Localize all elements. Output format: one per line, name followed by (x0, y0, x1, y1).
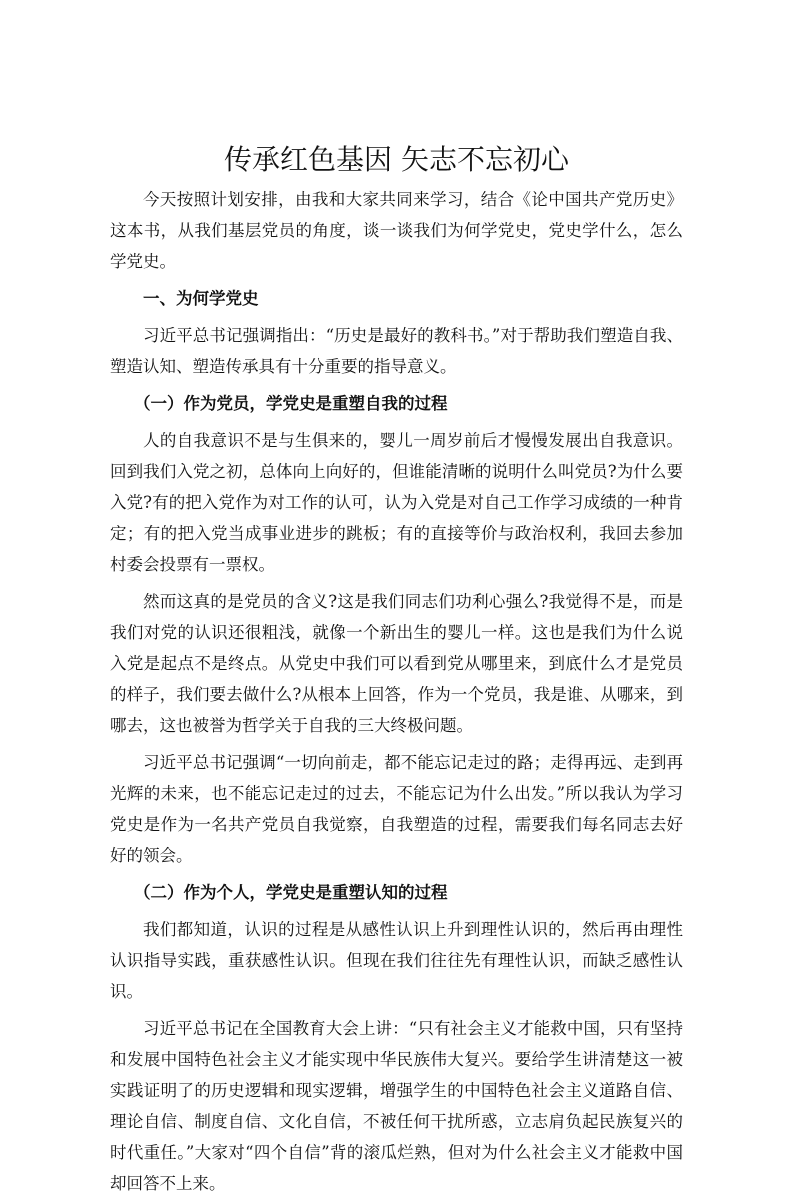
sub2-paragraph-1: 我们都知道，认识的过程是从感性认识上升到理性认识的，然后再由理性认识指导实践，重获感性认识。但现在我们往往先有理性认识，而缺乏感性认识。 (110, 920, 683, 1001)
sub2-paragraph-2: 习近平总书记在全国教育大会上讲：“只有社会主义才能救中国，只有坚持和发展中国特色社会主义才能实现中华民族伟大复兴。要给学生讲清楚这一被实践证明了的历史逻辑和现实逻辑，增强学生的中国特色社会主义道路自信、理论自信、制度自信、文化自信，不被任何干扰所惑，立志肩负起民族复兴的时代重任。”大家对“四个自信”背的滚瓜烂熟，但对为什么社会主义才能救中国却回答不上来。 (110, 1019, 683, 1193)
sub1-paragraph-1: 人的自我意识不是与生俱来的，婴儿一周岁前后才慢慢发展出自我意识。回到我们入党之初，总体向上向好的，但谁能清晰的说明什么叫党员?为什么要入党?有的把入党作为对工作的认可，认为入党是对自己工作学习成绩的一种肯定；有的把入党当成事业进步的跳板；有的直接等价与政治权利，我回去参加村委会投票有一票权。 (110, 431, 683, 574)
intro-paragraph: 今天按照计划安排，由我和大家共同来学习，结合《论中国共产党历史》这本书，从我们基层党员的角度，谈一谈我们为何学党史，党史学什么，怎么学党史。 (110, 190, 683, 271)
sub1-paragraph-3: 习近平总书记强调“一切向前走，都不能忘记走过的路；走得再远、走到再光辉的未来，也不能忘记走过的过去，不能忘记为什么出发。”所以我认为学习党史是作为一名共产党员自我觉察，自我塑造的过程，需要我们每名同志去好好的领会。 (110, 753, 683, 865)
section-heading-why-study: 一、为何学党史 (143, 289, 259, 308)
section1-paragraph: 习近平总书记强调指出：“历史是最好的教科书。”对于帮助我们塑造自我、塑造认知、塑造传承具有十分重要的指导意义。 (110, 326, 683, 376)
subsection-heading-reshape-self: （一）作为党员，学党史是重塑自我的过程 (134, 394, 448, 413)
subsection-heading-reshape-cognition: （二）作为个人，学党史是重塑认知的过程 (134, 883, 448, 902)
sub1-paragraph-2: 然而这真的是党员的含义?这是我们同志们功利心强么?我觉得不是，而是我们对党的认识还很粗浅，就像一个新出生的婴儿一样。这也是我们为什么说入党是起点不是终点。从党史中我们可以看到党从哪里来，到底什么才是党员的样子，我们要去做什么?从根本上回答，作为一个党员，我是谁、从哪来，到哪去，这也被誉为哲学关于自我的三大终极问题。 (110, 592, 683, 735)
document-title: 传承红色基因 矢志不忘初心 (224, 143, 569, 176)
